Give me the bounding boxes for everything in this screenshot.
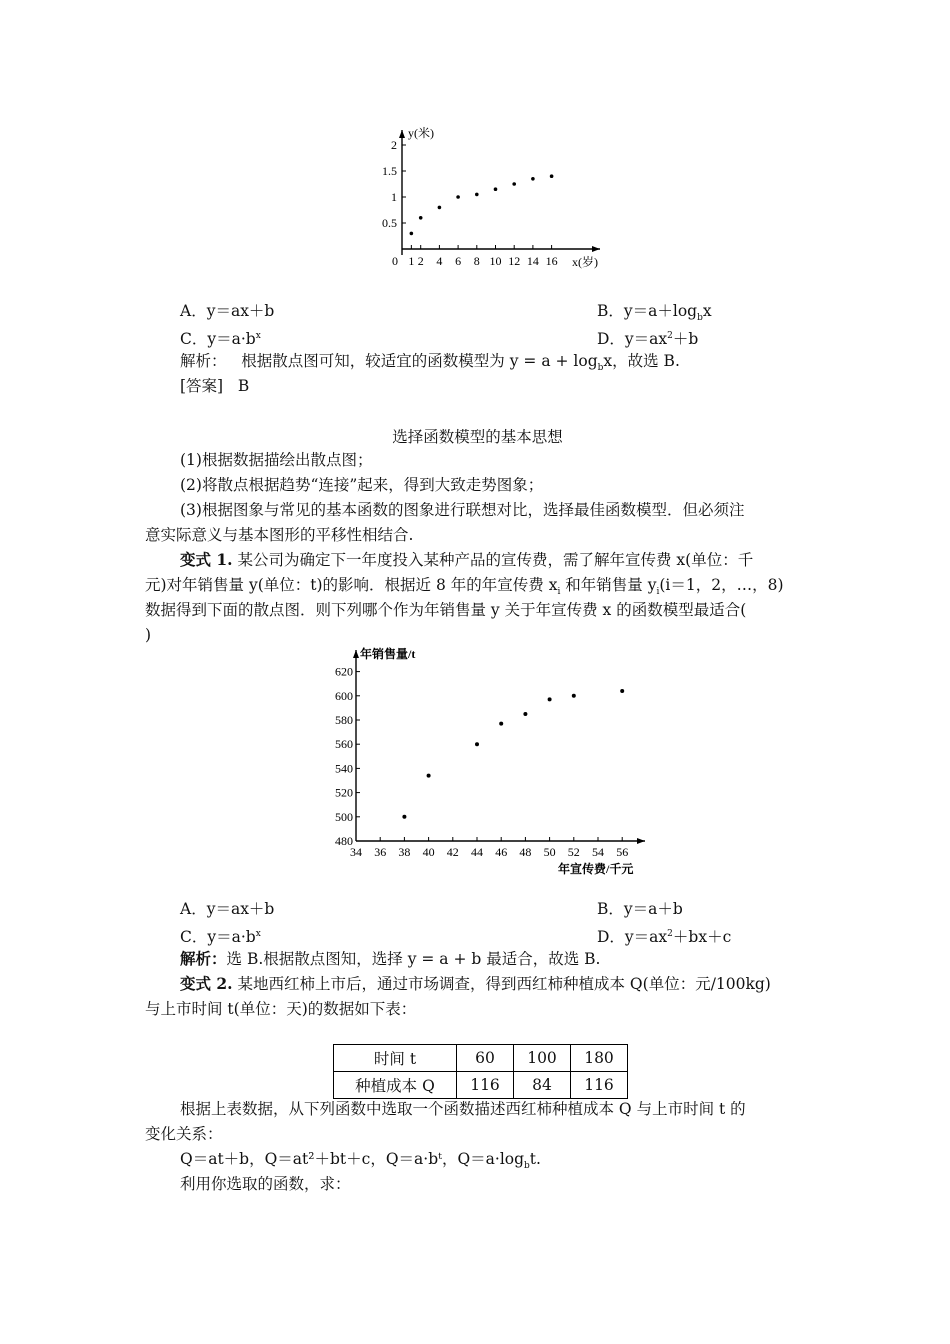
- y-tick-label: 500: [335, 809, 353, 824]
- q1-option-a: A．y＝ax＋b: [180, 302, 275, 320]
- var2-line1: 变式 2. 某地西红柿上市后，通过市场调查，得到西红柿种植成本 Q(单位：元/100kg): [180, 974, 771, 993]
- y-tick-label: 580: [335, 713, 353, 727]
- x-tick-label: 56: [616, 845, 629, 859]
- data-point: [475, 193, 479, 197]
- data-point: [550, 174, 554, 178]
- var2-line2: 与上市时间 t(单位：天)的数据如下表：: [145, 1000, 417, 1018]
- var2-formula: Q＝at＋b，Q＝at²＋bt＋c，Q＝a·bᵗ，$Q=a\cdot\log_bt$.: [180, 1150, 541, 1172]
- x-tick-label: 8: [473, 254, 480, 268]
- y-tick-label: 600: [335, 688, 353, 703]
- y-tick-label: 0.5: [382, 216, 397, 230]
- table-cell: 84: [514, 1072, 571, 1099]
- x-tick-label: 38: [398, 845, 411, 859]
- var1-option-d: D．$y=ax^2+bx+c$: [597, 928, 732, 947]
- y-tick-label: 1.5: [382, 164, 397, 178]
- section-p1: (1)根据数据描绘出散点图；: [180, 451, 373, 469]
- x-axis-label: 年宣传费/千元: [558, 862, 634, 876]
- y-tick-label: 520: [335, 785, 353, 800]
- data-point: [438, 206, 442, 210]
- y-tick-label: 560: [335, 737, 353, 752]
- var2-p3: 利用你选取的函数，求：: [180, 1175, 351, 1193]
- x-tick-label: 10: [489, 254, 502, 268]
- q1-option-c: C．$y=a\cdot b^x$: [180, 330, 261, 349]
- table-cell: 种植成本 Q: [334, 1072, 457, 1099]
- x-tick-label: 50: [543, 845, 556, 859]
- y-axis-label: y(米): [408, 126, 434, 140]
- table-row: [334, 1045, 628, 1072]
- sales-scatter-chart: [0, 640, 950, 890]
- y-tick-label: 480: [335, 834, 353, 848]
- y-axis-label: 年销售量/t: [360, 647, 416, 661]
- x-tick-label: 2: [417, 254, 424, 268]
- x-axis-label: x(岁): [572, 255, 598, 269]
- section-p3a: (3)根据图象与常见的基本函数的图象进行联想对比，选择最佳函数模型．但必须注: [180, 501, 745, 519]
- x-tick-label: 4: [436, 254, 443, 268]
- x-tick-label: 14: [526, 254, 539, 268]
- x-tick-label: 36: [374, 845, 387, 859]
- x-tick-label: 42: [446, 845, 459, 859]
- data-point: [531, 177, 535, 181]
- var2-p2: 变化关系：: [145, 1125, 223, 1143]
- q1-answer: [答案] B: [180, 377, 250, 395]
- table-cell: 60: [457, 1045, 514, 1072]
- x-tick-label: 52: [567, 845, 580, 859]
- data-point: [475, 742, 479, 746]
- var1-option-b: B．y＝a＋b: [597, 900, 683, 918]
- data-point: [512, 182, 516, 186]
- data-point: [427, 774, 431, 778]
- x-tick-label: 0: [392, 254, 398, 268]
- var1-line3: 数据得到下面的散点图．则下列哪个作为年销售量 y 关于年宣传费 x 的函数模型最适合(: [145, 601, 747, 619]
- y-tick-label: 620: [335, 664, 353, 679]
- table-cell: 时间 t: [334, 1045, 457, 1072]
- var1-option-c: C．$y=a\cdot b^x$: [180, 928, 261, 947]
- table-cell: 180: [571, 1045, 628, 1072]
- q1-option-b: B．$y=a+\log_bx$: [597, 302, 712, 324]
- section-p3b: 意实际意义与基本图形的平移性相结合.: [145, 526, 414, 544]
- height-scatter-chart: [0, 0, 950, 290]
- x-tick-label: 54: [592, 845, 604, 859]
- data-point: [499, 722, 503, 726]
- var1-line2: 元)对年销售量 y(单位：t)的影响．根据近 8 年的年宣传费 $x_i$ 和年销售量 $y_i(i=1$，2，…，8): [145, 576, 784, 598]
- x-tick-label: 1: [408, 254, 415, 268]
- var1-option-a: A．y＝ax＋b: [180, 900, 275, 918]
- x-tick-label: 46: [495, 845, 508, 859]
- var1-line1: 变式 1. 某公司为确定下一年度投入某种产品的宣传费，需了解年宣传费 x(单位：千: [180, 550, 754, 569]
- table-cell: 100: [514, 1045, 571, 1072]
- x-tick-label: 16: [545, 254, 558, 268]
- q1-option-d: D．$y=ax^2+b$: [597, 330, 699, 349]
- section-title: 选择函数模型的基本思想: [392, 428, 563, 446]
- x-tick-label: 6: [455, 254, 462, 268]
- x-tick-label: 48: [519, 845, 532, 859]
- data-point: [523, 712, 527, 716]
- y-tick-label: 540: [335, 761, 353, 776]
- chart1-plot: [382, 125, 600, 269]
- data-point: [572, 694, 576, 698]
- x-axis-arrow: [637, 838, 645, 844]
- data-point: [548, 697, 552, 701]
- data-point: [620, 689, 624, 693]
- table-cell: 116: [457, 1072, 514, 1099]
- x-tick-label: 44: [471, 845, 483, 859]
- y-tick-label: 1: [391, 190, 397, 204]
- y-tick-label: 2: [391, 138, 397, 152]
- x-tick-label: 12: [508, 254, 521, 268]
- section-p2: (2)将散点根据趋势“连接”起来，得到大致走势图象；: [180, 476, 544, 494]
- x-tick-label: 40: [422, 845, 435, 859]
- x-axis-arrow: [592, 246, 600, 252]
- data-point: [494, 187, 498, 191]
- data-point: [402, 815, 406, 819]
- var1-line4: ): [145, 626, 152, 644]
- data-point: [456, 195, 460, 199]
- x-tick-label: 34: [350, 845, 362, 859]
- table-row: [334, 1072, 628, 1099]
- data-point: [410, 232, 414, 236]
- y-axis-arrow: [399, 130, 405, 138]
- chart2-plot: [335, 646, 645, 876]
- table-cell: 116: [571, 1072, 628, 1099]
- var1-analysis: 解析：选 B.根据散点图知，选择 y = a + b 最适合，故选 B.: [180, 949, 601, 968]
- var2-p1: 根据上表数据，从下列函数中选取一个函数描述西红柿种植成本 Q 与上市时间 t 的: [180, 1100, 746, 1118]
- cost-table: [333, 1044, 628, 1099]
- data-point: [419, 216, 423, 220]
- q1-analysis: 解析： 根据散点图可知，较适宜的函数模型为 $y = a + \log_bx$，故选 B.: [180, 352, 680, 374]
- y-axis-arrow: [353, 650, 359, 658]
